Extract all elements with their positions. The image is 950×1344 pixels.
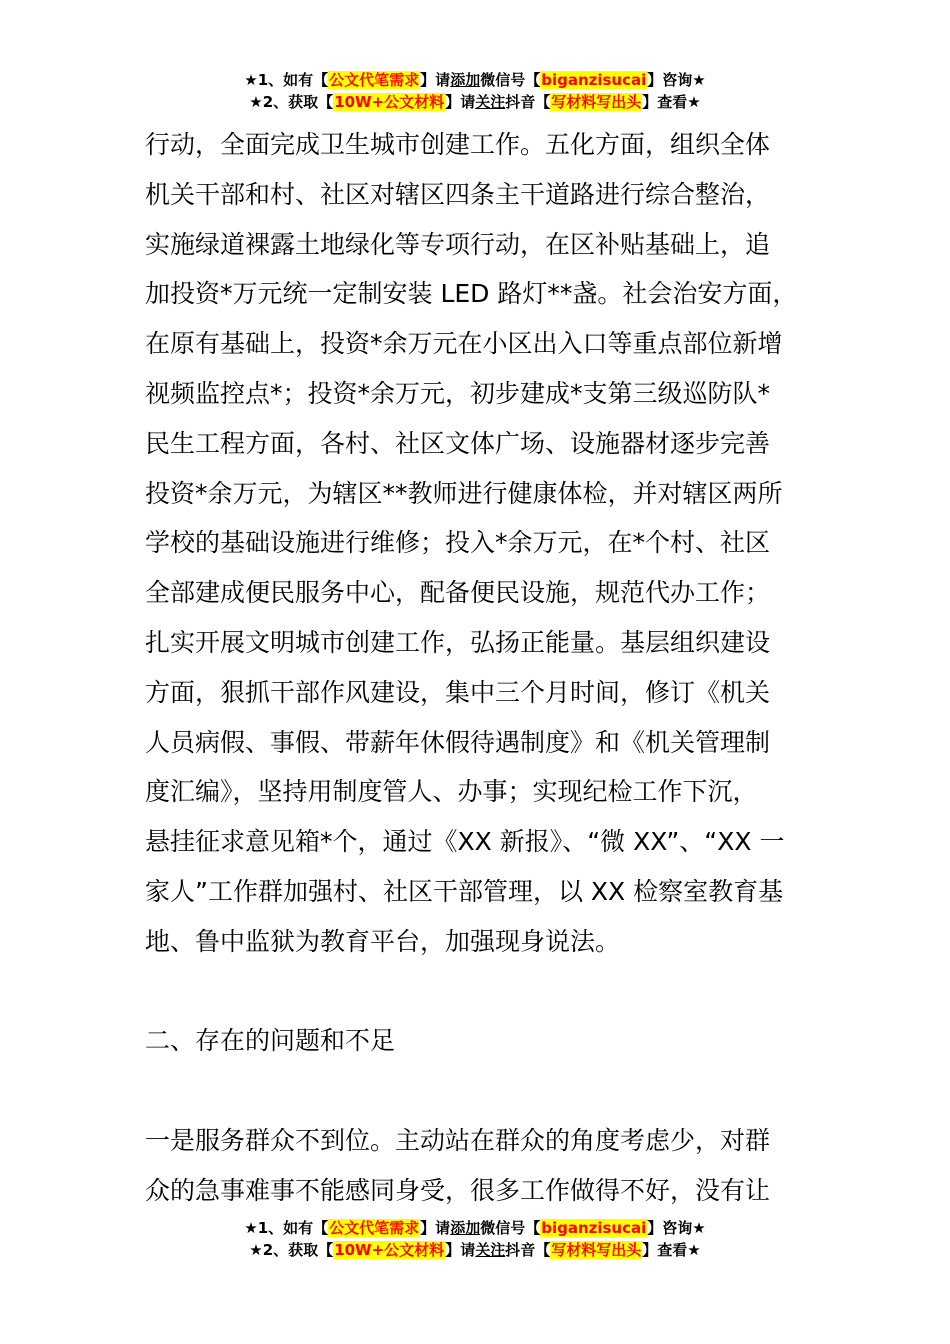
banner-underlined: 关注 [475, 93, 506, 111]
paragraph-problems [145, 1116, 810, 1216]
banner-text: 微信号【 [480, 1219, 541, 1237]
banner-text: 抖音【 [505, 93, 551, 111]
banner-text: 】咨询★ [647, 71, 706, 89]
text-line: 投资*余万元，为辖区**教师进行健康体检，并对辖区两所 [145, 478, 783, 508]
document-body [145, 120, 810, 1216]
text-line: 地、鲁中监狱为教育平台，加强现身说法。 [145, 926, 621, 956]
banner-text: 】请 [445, 1241, 476, 1259]
paragraph-spacer [145, 967, 810, 1017]
banner-text: ★2、获取【 [249, 93, 334, 111]
highlight-wechat-id: biganzisucai [541, 71, 647, 89]
text-line: 机关干部和村、社区对辖区四条主干道路进行综合整治， [145, 179, 771, 209]
highlight-service: 公文代笔需求 [329, 1219, 420, 1237]
banner-text: 】查看★ [642, 93, 701, 111]
bottom-banner [0, 1217, 950, 1261]
text-line: 一是服务群众不到位。主动站在群众的角度考虑少，对群 [145, 1125, 771, 1155]
banner-line-1 [0, 69, 950, 91]
banner-text: ★2、获取【 [249, 1241, 334, 1259]
banner-line-2 [0, 91, 950, 113]
text-line: 人员病假、事假、带薪年休假待遇制度》和《机关管理制 [145, 727, 771, 757]
text-line: 实施绿道裸露土地绿化等专项行动，在区补贴基础上，追 [145, 229, 771, 259]
text-line: 度汇编》，坚持用制度管人、办事；实现纪检工作下沉， [145, 777, 758, 807]
text-line: 加投资*万元统一定制安装 LED 路灯**盏。社会治安方面， [145, 279, 798, 309]
banner-underlined: 关注 [475, 1241, 506, 1259]
banner-text: ★1、如有【 [244, 1219, 329, 1237]
text-line: 学校的基础设施进行维修；投入*余万元，在*个村、社区 [145, 528, 771, 558]
banner-underlined: 添加 [450, 1219, 481, 1237]
text-line: 家人”工作群加强村、社区干部管理，以 XX 检察室教育基 [145, 876, 784, 906]
text-line: 众的急事难事不能感同身受，很多工作做得不好，没有让 [145, 1175, 771, 1205]
paragraph-achievements [145, 120, 810, 967]
banner-text: 抖音【 [505, 1241, 551, 1259]
banner-text: ★1、如有【 [244, 71, 329, 89]
text-line: 全部建成便民服务中心，配备便民设施，规范代办工作； [145, 578, 771, 608]
text-line: 行动，全面完成卫生城市创建工作。五化方面，组织全体 [145, 130, 771, 159]
highlight-douyin: 写材料写出头 [551, 1241, 642, 1259]
text-line: 方面，狠抓干部作风建设，集中三个月时间，修订《机关 [145, 677, 771, 707]
highlight-douyin: 写材料写出头 [551, 93, 642, 111]
paragraph-spacer [145, 1066, 810, 1116]
highlight-materials: 10W+公文材料 [334, 1241, 445, 1259]
banner-underlined: 添加 [450, 71, 481, 89]
text-line: 视频监控点*；投资*余万元，初步建成*支第三级巡防队* [145, 378, 771, 408]
text-line: 扎实开展文明城市创建工作，弘扬正能量。基层组织建设 [145, 627, 771, 657]
banner-text: 】请 [420, 71, 451, 89]
text-line: 民生工程方面，各村、社区文体广场、设施器材逐步完善 [145, 428, 771, 458]
banner-text: 】请 [445, 93, 476, 111]
section-heading: 二、存在的问题和不足 [145, 1026, 396, 1056]
top-banner [0, 69, 950, 113]
banner-text: 微信号【 [480, 71, 541, 89]
highlight-wechat-id: biganzisucai [541, 1219, 647, 1237]
banner-line-1 [0, 1217, 950, 1239]
banner-text: 】请 [420, 1219, 451, 1237]
text-line: 在原有基础上，投资*余万元在小区出入口等重点部位新增 [145, 329, 783, 359]
highlight-materials: 10W+公文材料 [334, 93, 445, 111]
highlight-service: 公文代笔需求 [329, 71, 420, 89]
text-line: 悬挂征求意见箱*个，通过《XX 新报》、“微 XX”、“XX 一 [145, 827, 785, 857]
banner-text: 】查看★ [642, 1241, 701, 1259]
banner-line-2 [0, 1239, 950, 1261]
banner-text: 】咨询★ [647, 1219, 706, 1237]
